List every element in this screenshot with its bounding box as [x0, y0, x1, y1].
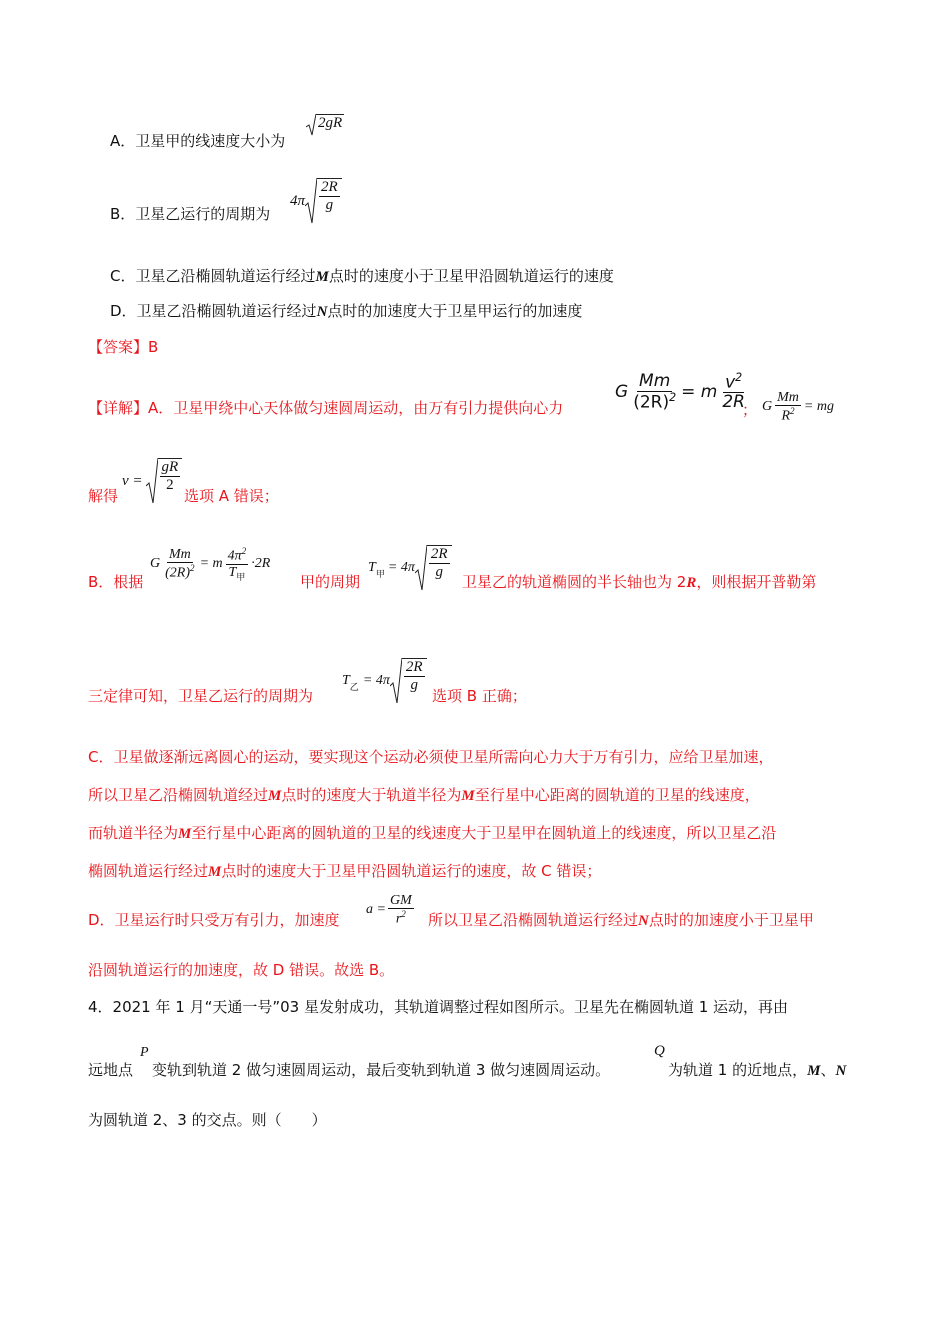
detail-b-line2-pre: [88, 685, 313, 707]
eq1-den: (2R): [633, 392, 670, 413]
d-pre: D．卫星运行时只受万有引力，加速度: [88, 911, 340, 929]
option-c-m: M: [315, 269, 329, 285]
detail-a-solve-formula: [122, 458, 182, 504]
d-mid: 所以卫星乙沿椭圆轨道运行经过: [428, 911, 639, 929]
option-c: [110, 265, 614, 288]
eq2-num: Mm: [777, 390, 799, 405]
c-l4-m: M: [208, 864, 222, 880]
detail-a-text: A．卫星甲绕中心天体做匀速圆周运动，由万有引力提供向心力: [148, 399, 564, 417]
detail-b-pre-text: B．根据: [88, 573, 144, 591]
detail-c-line2: [88, 784, 760, 807]
detail-a-sep: [742, 399, 757, 421]
detail-a-solve-post: [184, 485, 279, 507]
t1-eq: = 4π: [387, 560, 415, 575]
option-d: [110, 300, 582, 323]
detail-b-mid: [300, 571, 360, 593]
c-l3-m: M: [178, 826, 192, 842]
t2-num: 2R: [405, 659, 423, 675]
eq1-rden: 2R: [722, 392, 745, 413]
detail-b-post-b: ，则根据开普勒第: [696, 573, 817, 591]
c-l4-post: 点时的速度大于卫星甲沿圆轨道运行的速度，故 C 错误；: [221, 862, 602, 880]
detail-c-line3: [88, 822, 776, 845]
t2-sub: 乙: [349, 682, 359, 693]
q4-l3: 为圆轨道 2、3 的交点。则（ ）: [88, 1111, 327, 1129]
answer-label: 【答案】: [88, 338, 149, 356]
c-l2-mid: 点时的速度大于轨道半径为: [281, 786, 462, 804]
detail-b-t1: [368, 545, 452, 591]
detail-b-line2-post: [432, 685, 527, 707]
q4-line2-post: [668, 1059, 846, 1082]
q4-n: N: [835, 1063, 847, 1079]
q4-q: [654, 1043, 665, 1060]
c-l3-post: 至行星中心距离的圆轨道的卫星的线速度大于卫星甲在圆轨道上的线速度，所以卫星乙沿: [191, 824, 777, 842]
detail-d-pre: [88, 909, 340, 931]
eq1-num: Mm: [639, 371, 671, 391]
b-eq-rden: T: [228, 565, 237, 581]
detail-b-eq: [150, 546, 270, 582]
eq1-rnum: v: [725, 372, 736, 393]
q4-sep: 、: [820, 1061, 836, 1079]
option-b-text: B．卫星乙运行的周期为: [110, 205, 271, 223]
q4-line1: [88, 996, 788, 1018]
d-den-sup: 2: [401, 909, 406, 920]
d-lhs: a =: [366, 902, 386, 918]
detail-b-post-r: R: [686, 575, 697, 591]
q4-l2-pre: 远地点: [88, 1061, 134, 1079]
solve-num: gR: [161, 459, 179, 475]
option-a-radicand: 2gR: [316, 114, 344, 136]
d-l2: 沿圆轨道运行的加速度，故 D 错误。故选 B。: [88, 961, 395, 979]
c-l1: C．卫星做逐渐远离圆心的运动，要实现这个运动必须使卫星所需向心力大于万有引力，应给卫星加速，: [88, 748, 774, 766]
b-eq-rnum: 4π: [227, 548, 242, 564]
b-eq-rnum-sup: 2: [241, 546, 247, 556]
eq1-den-sup: 2: [669, 390, 677, 404]
detail-d-formula: [366, 893, 414, 927]
q4-l1: 4．2021 年 1 月“天通一号”03 星发射成功，其轨道调整过程如图所示。卫星先在椭圆轨道 1 运动，再由: [88, 998, 789, 1016]
eq2-g: G: [762, 399, 773, 415]
solve-post: 选项 A 错误；: [184, 487, 279, 505]
t2-den: g: [410, 676, 418, 693]
q4-line2-mid: [152, 1059, 610, 1081]
d-num: GM: [389, 893, 412, 908]
option-a-text: A．卫星甲的线速度大小为: [110, 132, 286, 150]
t2-eq: = 4π: [362, 673, 390, 688]
b-eq-tail: ·2R: [251, 555, 271, 571]
q4-line3: [88, 1109, 327, 1131]
detail-a-eq1: [615, 372, 747, 412]
detail-b-mid-text: 甲的周期: [300, 573, 361, 591]
option-a-formula: [306, 114, 344, 136]
t1-sub: 甲: [375, 569, 385, 580]
t2-lhs: T: [342, 673, 350, 688]
detail-c-line1: [88, 746, 773, 768]
option-a: [110, 130, 285, 152]
eq2-den-sup: 2: [790, 406, 795, 417]
b-eq-den: (2R): [165, 565, 191, 581]
t1-lhs: T: [368, 560, 376, 575]
detail-b-post: [462, 571, 816, 594]
q4-q-text: Q: [654, 1043, 665, 1059]
q4-m: M: [807, 1063, 821, 1079]
b-line2-post: 选项 B 正确；: [432, 687, 527, 705]
d-den: r: [395, 912, 402, 928]
detail-a-eq2: [762, 390, 834, 424]
detail-b-t2: [342, 658, 427, 704]
option-b-den: g: [325, 196, 334, 213]
b-eq-g: G: [150, 555, 161, 571]
detail-a-sep-text: ；: [742, 401, 758, 419]
eq2-rhs: = mg: [803, 399, 834, 415]
eq2-den: R: [781, 409, 791, 425]
detail-c-line4: [88, 860, 601, 883]
option-c-post: 点时的速度小于卫星甲沿圆轨道运行的速度: [328, 267, 614, 285]
option-b-formula: [290, 178, 342, 224]
c-l2-m1: M: [268, 788, 282, 804]
option-d-pre: D．卫星乙沿椭圆轨道运行经过: [110, 302, 317, 320]
option-d-post: 点时的加速度大于卫星甲运行的加速度: [327, 302, 583, 320]
b-eq-rden-sub: 甲: [236, 571, 246, 582]
answer: [88, 336, 158, 358]
detail-d-rest: [428, 909, 814, 932]
c-l2-post: 至行星中心距离的圆轨道的卫星的线速度，: [474, 786, 760, 804]
q4-p-text: P: [140, 1045, 149, 1060]
option-b-coef: 4π: [290, 192, 306, 209]
eq1-eq: = m: [681, 382, 718, 403]
detail-label: 【详解】: [88, 399, 149, 417]
t1-num: 2R: [430, 546, 448, 562]
option-b-num: 2R: [321, 179, 338, 195]
b-eq-den-sup: 2: [190, 563, 195, 574]
detail-b-pre: [88, 571, 143, 593]
solve-pre: 解得: [88, 487, 119, 505]
b-eq-mid: = m: [199, 555, 223, 571]
eq1-rnum-sup: 2: [735, 371, 743, 384]
detail-b-post-a: 卫星乙的轨道椭圆的半长轴也为 2: [462, 573, 687, 591]
detail-a-line: [88, 397, 563, 419]
q4-line2: [88, 1059, 133, 1081]
solve-lhs: v =: [122, 472, 143, 489]
q4-l2-post: 为轨道 1 的近地点，: [668, 1061, 808, 1079]
q4-p: [140, 1045, 149, 1061]
d-n: N: [638, 913, 649, 929]
option-c-pre: C．卫星乙沿椭圆轨道运行经过: [110, 267, 316, 285]
option-b: [110, 203, 270, 225]
answer-value: B: [148, 338, 159, 356]
q4-l2-mid: 变轨到轨道 2 做匀速圆周运动，最后变轨到轨道 3 做匀速圆周运动。: [152, 1061, 611, 1079]
b-line2-pre: 三定律可知，卫星乙运行的周期为: [88, 687, 314, 705]
solve-den: 2: [166, 476, 174, 493]
d-post: 点时的加速度小于卫星甲: [648, 911, 814, 929]
detail-a-solve-pre: [88, 485, 118, 507]
option-d-n: N: [316, 304, 328, 320]
c-l2-m2: M: [461, 788, 475, 804]
t1-den: g: [435, 563, 443, 580]
eq1-g: G: [615, 382, 629, 403]
c-l3-pre: 而轨道半径为: [88, 824, 179, 842]
b-eq-num: Mm: [168, 546, 191, 562]
detail-d-line2: [88, 959, 394, 981]
c-l4-pre: 椭圆轨道运行经过: [88, 862, 209, 880]
c-l2-pre: 所以卫星乙沿椭圆轨道经过: [88, 786, 269, 804]
